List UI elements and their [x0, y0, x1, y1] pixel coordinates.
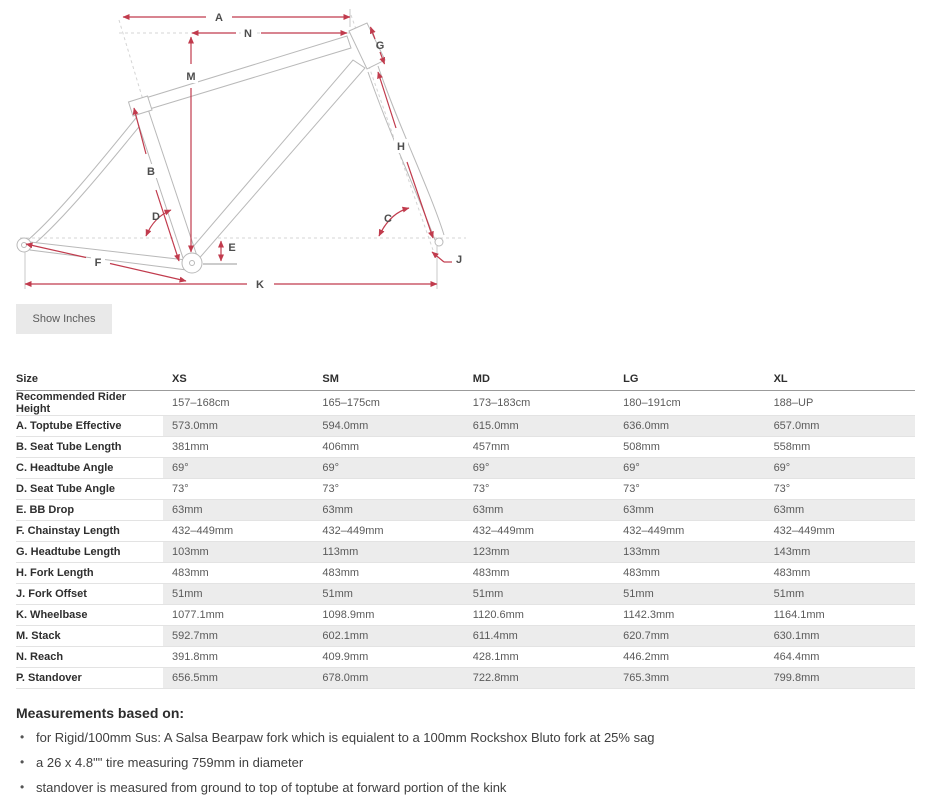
table-row [16, 520, 915, 541]
table-cell: 483mm [163, 562, 313, 583]
row-label: E. BB Drop [16, 499, 163, 520]
col-header-sm: SM [313, 368, 463, 390]
table-cell: 73° [464, 478, 614, 499]
dim-label-n: N [244, 28, 252, 40]
table-row [16, 604, 915, 625]
table-cell: 63mm [765, 499, 915, 520]
table-cell: 464.4mm [765, 646, 915, 667]
dim-label-c: C [384, 213, 392, 225]
table-row [16, 625, 915, 646]
row-label: K. Wheelbase [16, 604, 163, 625]
table-cell: 573.0mm [163, 415, 313, 436]
notes-list [16, 730, 916, 795]
table-cell: 432–449mm [765, 520, 915, 541]
table-cell: 173–183cm [464, 390, 614, 415]
row-label: P. Standover [16, 667, 163, 688]
table-cell: 63mm [614, 499, 764, 520]
table-cell: 611.4mm [464, 625, 614, 646]
table-cell: 381mm [163, 436, 313, 457]
table-row [16, 499, 915, 520]
table-cell: 457mm [464, 436, 614, 457]
row-label: F. Chainstay Length [16, 520, 163, 541]
table-cell: 63mm [163, 499, 313, 520]
show-inches-button[interactable]: Show Inches [16, 304, 112, 334]
row-label: B. Seat Tube Length [16, 436, 163, 457]
row-label: Recommended Rider Height [16, 390, 163, 415]
frame-outline [17, 23, 444, 273]
row-label: D. Seat Tube Angle [16, 478, 163, 499]
row-label: C. Headtube Angle [16, 457, 163, 478]
table-cell: 51mm [464, 583, 614, 604]
col-header-xs: XS [163, 368, 313, 390]
notes-heading: Measurements based on: [16, 705, 185, 721]
col-header-lg: LG [614, 368, 764, 390]
table-cell: 391.8mm [163, 646, 313, 667]
table-cell: 409.9mm [313, 646, 463, 667]
table-cell: 69° [765, 457, 915, 478]
table-cell: 636.0mm [614, 415, 764, 436]
table-row [16, 390, 915, 415]
dim-label-d: D [152, 211, 160, 223]
table-cell: 1164.1mm [765, 604, 915, 625]
table-cell: 594.0mm [313, 415, 463, 436]
table-cell: 69° [614, 457, 764, 478]
table-row [16, 457, 915, 478]
table-cell: 592.7mm [163, 625, 313, 646]
table-cell: 73° [313, 478, 463, 499]
table-cell: 143mm [765, 541, 915, 562]
table-cell: 406mm [313, 436, 463, 457]
table-cell: 1142.3mm [614, 604, 764, 625]
table-cell: 483mm [614, 562, 764, 583]
table-cell: 103mm [163, 541, 313, 562]
table-cell: 428.1mm [464, 646, 614, 667]
col-header-size: Size [16, 368, 163, 390]
table-cell: 69° [464, 457, 614, 478]
table-cell: 188–UP [765, 390, 915, 415]
row-label: J. Fork Offset [16, 583, 163, 604]
table-cell: 678.0mm [313, 667, 463, 688]
table-cell: 630.1mm [765, 625, 915, 646]
dimension-lines [25, 17, 452, 284]
table-cell: 432–449mm [313, 520, 463, 541]
table-cell: 51mm [313, 583, 463, 604]
dim-label-m: M [186, 71, 196, 83]
table-cell: 73° [765, 478, 915, 499]
table-cell: 446.2mm [614, 646, 764, 667]
table-cell: 508mm [614, 436, 764, 457]
note-bullet: • for Rigid/100mm Sus: A Salsa Bearpaw fork which is equialent to a 100mm Rockshox Bluto fork at 25% sag [16, 730, 916, 745]
row-label: M. Stack [16, 625, 163, 646]
table-cell: 620.7mm [614, 625, 764, 646]
table-cell: 73° [614, 478, 764, 499]
table-cell: 165–175cm [313, 390, 463, 415]
table-cell: 657.0mm [765, 415, 915, 436]
table-row [16, 583, 915, 604]
table-cell: 432–449mm [614, 520, 764, 541]
dim-label-a: A [215, 12, 223, 24]
dim-label-g: G [375, 40, 385, 52]
dim-label-f: F [94, 257, 102, 269]
table-cell: 180–191cm [614, 390, 764, 415]
table-cell: 799.8mm [765, 667, 915, 688]
table-cell: 63mm [464, 499, 614, 520]
table-cell: 602.1mm [313, 625, 463, 646]
table-cell: 558mm [765, 436, 915, 457]
row-label: N. Reach [16, 646, 163, 667]
table-cell: 63mm [313, 499, 463, 520]
dim-label-j: J [455, 254, 463, 266]
table-cell: 615.0mm [464, 415, 614, 436]
table-cell: 483mm [765, 562, 915, 583]
table-cell: 483mm [313, 562, 463, 583]
note-bullet: • standover is measured from ground to top of toptube at forward portion of the kink [16, 780, 916, 795]
table-cell: 483mm [464, 562, 614, 583]
table-cell: 69° [313, 457, 463, 478]
table-cell: 1077.1mm [163, 604, 313, 625]
table-row [16, 541, 915, 562]
table-cell: 1120.6mm [464, 604, 614, 625]
table-cell: 133mm [614, 541, 764, 562]
table-cell: 73° [163, 478, 313, 499]
table-row [16, 478, 915, 499]
table-cell: 432–449mm [163, 520, 313, 541]
table-cell: 113mm [313, 541, 463, 562]
table-cell: 157–168cm [163, 390, 313, 415]
dim-label-h: H [397, 141, 405, 153]
dim-label-e: E [228, 242, 236, 254]
table-cell: 51mm [614, 583, 764, 604]
table-cell: 1098.9mm [313, 604, 463, 625]
table-cell: 51mm [163, 583, 313, 604]
dim-label-k: K [256, 279, 264, 291]
col-header-xl: XL [765, 368, 915, 390]
table-row [16, 667, 915, 688]
table-row [16, 436, 915, 457]
row-label: H. Fork Length [16, 562, 163, 583]
table-cell: 69° [163, 457, 313, 478]
col-header-md: MD [464, 368, 614, 390]
note-bullet: • a 26 x 4.8"" tire measuring 759mm in diameter [16, 755, 916, 770]
table-cell: 722.8mm [464, 667, 614, 688]
geometry-table [16, 368, 915, 689]
table-cell: 765.3mm [614, 667, 764, 688]
measurement-notes [16, 705, 916, 805]
geometry-diagram [0, 0, 470, 300]
dim-j [432, 252, 452, 262]
table-row [16, 415, 915, 436]
bike-frame-diagram [0, 0, 470, 300]
table-cell: 51mm [765, 583, 915, 604]
row-label: A. Toptube Effective [16, 415, 163, 436]
table-cell: 432–449mm [464, 520, 614, 541]
row-label: G. Headtube Length [16, 541, 163, 562]
table-cell: 656.5mm [163, 667, 313, 688]
table-cell: 123mm [464, 541, 614, 562]
table-row [16, 562, 915, 583]
table-row [16, 646, 915, 667]
dim-label-b: B [147, 166, 155, 178]
